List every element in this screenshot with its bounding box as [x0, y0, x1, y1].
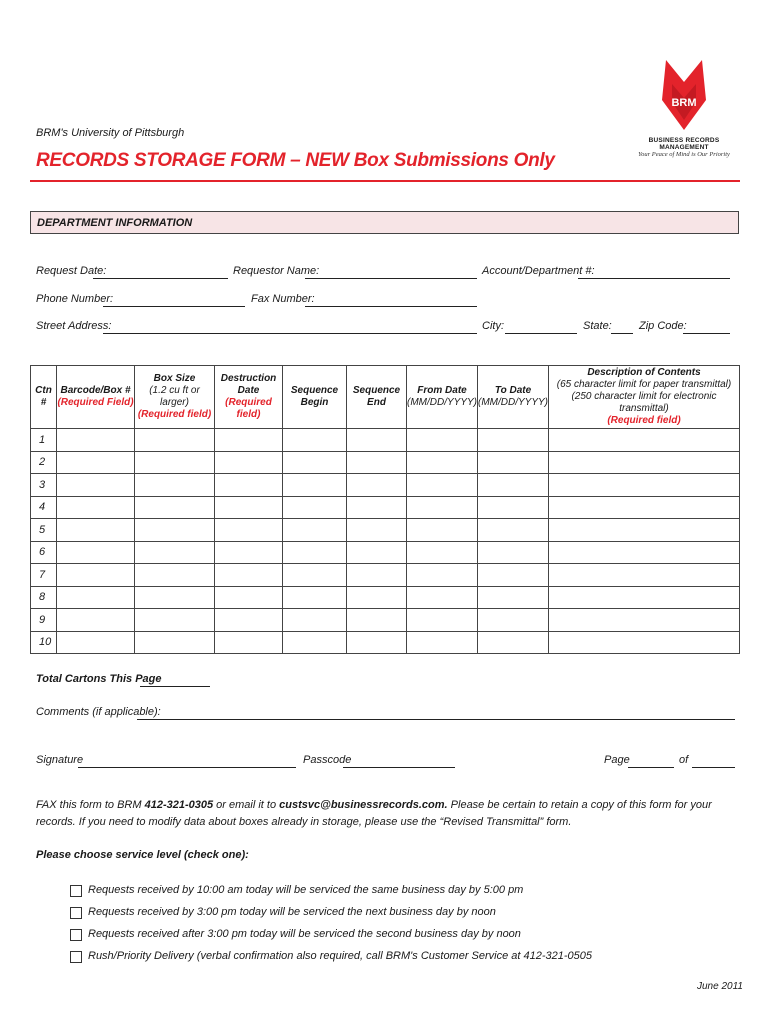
cell-from-date[interactable] — [407, 631, 478, 654]
signature-label: Signature — [36, 754, 84, 766]
cell-from-date[interactable] — [407, 429, 478, 452]
cell-sequence-begin[interactable] — [283, 451, 347, 474]
row-number: 7 — [31, 564, 57, 587]
cell-barcode[interactable] — [57, 496, 135, 519]
cell-barcode[interactable] — [57, 631, 135, 654]
row-number: 5 — [31, 519, 57, 542]
header-ctn: Ctn # — [31, 366, 57, 429]
zip-code-field[interactable] — [683, 321, 730, 334]
request-date-field[interactable] — [93, 266, 228, 279]
city-field[interactable] — [505, 321, 577, 334]
service-level-title: Please choose service level (check one): — [36, 849, 249, 861]
passcode-field[interactable] — [343, 755, 455, 768]
cell-destruction-date[interactable] — [215, 496, 283, 519]
cell-to-date[interactable] — [478, 519, 549, 542]
cell-box-size[interactable] — [135, 586, 215, 609]
checkbox[interactable] — [70, 929, 82, 941]
cell-to-date[interactable] — [478, 586, 549, 609]
email-address: custsvc@businessrecords.com. — [279, 799, 448, 811]
title-rule — [30, 180, 740, 182]
cell-sequence-end[interactable] — [347, 541, 407, 564]
signature-field[interactable] — [78, 755, 296, 768]
comments-field[interactable] — [137, 707, 735, 720]
form-subtitle: BRM's University of Pittsburgh — [36, 127, 185, 139]
total-cartons-label: Total Cartons This Page — [36, 673, 162, 685]
phone-number-field[interactable] — [103, 294, 245, 307]
zip-code-label: Zip Code: — [639, 320, 687, 332]
cell-box-size[interactable] — [135, 519, 215, 542]
table-row — [31, 564, 740, 587]
total-cartons-field[interactable] — [140, 674, 210, 687]
account-department-field[interactable] — [578, 266, 730, 279]
cell-description[interactable] — [549, 429, 740, 452]
cell-sequence-begin[interactable] — [283, 586, 347, 609]
header-barcode: Barcode/Box # (Required Field) — [57, 366, 135, 429]
requestor-name-field[interactable] — [305, 266, 477, 279]
cell-sequence-begin[interactable] — [283, 429, 347, 452]
department-info-heading: DEPARTMENT INFORMATION — [37, 217, 193, 229]
row-number: 10 — [31, 631, 57, 654]
checkbox[interactable] — [70, 907, 82, 919]
cell-to-date[interactable] — [478, 609, 549, 632]
cell-from-date[interactable] — [407, 451, 478, 474]
cell-description[interactable] — [549, 609, 740, 632]
cell-destruction-date[interactable] — [215, 429, 283, 452]
header-box-size: Box Size (1.2 cu ft or larger) (Required field) — [135, 366, 215, 429]
cell-to-date[interactable] — [478, 451, 549, 474]
cell-to-date[interactable] — [478, 631, 549, 654]
table-row — [31, 474, 740, 497]
passcode-label: Passcode — [303, 754, 352, 766]
page-total-field[interactable] — [692, 755, 735, 768]
row-number: 9 — [31, 609, 57, 632]
cell-sequence-begin[interactable] — [283, 609, 347, 632]
row-number: 3 — [31, 474, 57, 497]
cell-destruction-date[interactable] — [215, 474, 283, 497]
cell-description[interactable] — [549, 586, 740, 609]
page-number-field[interactable] — [628, 755, 674, 768]
cell-to-date[interactable] — [478, 541, 549, 564]
request-date-label: Request Date: — [36, 265, 107, 277]
cell-sequence-begin[interactable] — [283, 631, 347, 654]
cell-sequence-end[interactable] — [347, 474, 407, 497]
header-sequence-begin: Sequence Begin — [283, 366, 347, 429]
cell-box-size[interactable] — [135, 451, 215, 474]
row-number: 4 — [31, 496, 57, 519]
cell-from-date[interactable] — [407, 564, 478, 587]
cell-destruction-date[interactable] — [215, 519, 283, 542]
cell-barcode[interactable] — [57, 564, 135, 587]
cell-barcode[interactable] — [57, 519, 135, 542]
cell-box-size[interactable] — [135, 564, 215, 587]
brm-logo-icon — [628, 60, 740, 132]
cell-barcode[interactable] — [57, 609, 135, 632]
box-table — [30, 365, 740, 654]
table-row — [31, 451, 740, 474]
cell-destruction-date[interactable] — [215, 564, 283, 587]
cell-sequence-end[interactable] — [347, 586, 407, 609]
header-description: Description of Contents (65 character limit for paper transmittal) (250 character limit for electronic transmittal) (Required field) — [549, 366, 740, 429]
cell-sequence-end[interactable] — [347, 496, 407, 519]
checkbox[interactable] — [70, 885, 82, 897]
row-number: 8 — [31, 586, 57, 609]
table-row — [31, 586, 740, 609]
logo-company: BUSINESS RECORDS MANAGEMENT — [648, 137, 720, 151]
fax-number-label: Fax Number: — [251, 293, 315, 305]
table-row — [31, 541, 740, 564]
cell-box-size[interactable] — [135, 609, 215, 632]
cell-description[interactable] — [549, 496, 740, 519]
cell-to-date[interactable] — [478, 429, 549, 452]
cell-sequence-end[interactable] — [347, 519, 407, 542]
row-number: 2 — [31, 451, 57, 474]
cell-box-size[interactable] — [135, 631, 215, 654]
cell-from-date[interactable] — [407, 586, 478, 609]
header-destruction-date: Destruction Date (Required field) — [215, 366, 283, 429]
cell-destruction-date[interactable] — [215, 586, 283, 609]
cell-to-date[interactable] — [478, 564, 549, 587]
cell-from-date[interactable] — [407, 474, 478, 497]
cell-description[interactable] — [549, 564, 740, 587]
cell-description[interactable] — [549, 451, 740, 474]
brm-logo — [628, 60, 740, 158]
page-label: Page — [604, 754, 630, 766]
comments-label: Comments (if applicable): — [36, 706, 161, 718]
cell-sequence-end[interactable] — [347, 564, 407, 587]
header-sequence-end: Sequence End — [347, 366, 407, 429]
cell-description[interactable] — [549, 474, 740, 497]
cell-sequence-end[interactable] — [347, 451, 407, 474]
header-to-date: To Date (MM/DD/YYYY) — [478, 366, 549, 429]
footer-date: June 2011 — [697, 981, 743, 992]
cell-sequence-end[interactable] — [347, 609, 407, 632]
cell-box-size[interactable] — [135, 541, 215, 564]
table-row — [31, 496, 740, 519]
cell-sequence-begin[interactable] — [283, 496, 347, 519]
fax-number-field[interactable] — [305, 294, 477, 307]
account-department-label: Account/Department #: — [482, 265, 595, 277]
cell-sequence-end[interactable] — [347, 631, 407, 654]
department-info-bar — [30, 211, 739, 234]
cell-sequence-begin[interactable] — [283, 474, 347, 497]
cell-barcode[interactable] — [57, 541, 135, 564]
cell-sequence-end[interactable] — [347, 429, 407, 452]
logo-tagline: Your Peace of Mind is Our Priority — [638, 151, 730, 158]
header-from-date: From Date (MM/DD/YYYY) — [407, 366, 478, 429]
row-number: 6 — [31, 541, 57, 564]
cell-destruction-date[interactable] — [215, 609, 283, 632]
cell-barcode[interactable] — [57, 451, 135, 474]
cell-barcode[interactable] — [57, 429, 135, 452]
fax-instructions: FAX this form to BRM 412-321-0305 or email it to custsvc@businessrecords.com. Please be certain to retain a copy of this form for your records. If you need to modify data about boxes already in storage, please use the “Revised Transmittal” form. — [36, 799, 712, 828]
cell-barcode[interactable] — [57, 586, 135, 609]
phone-number-label: Phone Number: — [36, 293, 114, 305]
cell-from-date[interactable] — [407, 519, 478, 542]
cell-description[interactable] — [549, 541, 740, 564]
table-row — [31, 519, 740, 542]
cell-box-size[interactable] — [135, 496, 215, 519]
city-label: City: — [482, 320, 504, 332]
requestor-name-label: Requestor Name: — [233, 265, 320, 277]
fax-number: 412-321-0305 — [144, 799, 214, 811]
cell-description[interactable] — [549, 519, 740, 542]
street-address-field[interactable] — [103, 321, 477, 334]
cell-sequence-begin[interactable] — [283, 541, 347, 564]
cell-to-date[interactable] — [478, 496, 549, 519]
state-field[interactable] — [611, 321, 633, 334]
cell-to-date[interactable] — [478, 474, 549, 497]
table-row — [31, 631, 740, 654]
cell-destruction-date[interactable] — [215, 631, 283, 654]
cell-from-date[interactable] — [407, 496, 478, 519]
cell-destruction-date[interactable] — [215, 451, 283, 474]
checkbox[interactable] — [70, 951, 82, 963]
cell-from-date[interactable] — [407, 609, 478, 632]
cell-sequence-begin[interactable] — [283, 564, 347, 587]
table-header-row — [31, 366, 740, 429]
state-label: State: — [583, 320, 612, 332]
logo-mark: BRM — [671, 97, 697, 109]
page-of-label: of — [679, 754, 689, 766]
cell-destruction-date[interactable] — [215, 541, 283, 564]
cell-box-size[interactable] — [135, 474, 215, 497]
cell-box-size[interactable] — [135, 429, 215, 452]
table-row — [31, 609, 740, 632]
cell-from-date[interactable] — [407, 541, 478, 564]
cell-description[interactable] — [549, 631, 740, 654]
form-title: RECORDS STORAGE FORM – NEW Box Submissions Only — [36, 150, 555, 171]
table-row — [31, 429, 740, 452]
street-address-label: Street Address: — [36, 320, 112, 332]
cell-sequence-begin[interactable] — [283, 519, 347, 542]
row-number: 1 — [31, 429, 57, 452]
cell-barcode[interactable] — [57, 474, 135, 497]
